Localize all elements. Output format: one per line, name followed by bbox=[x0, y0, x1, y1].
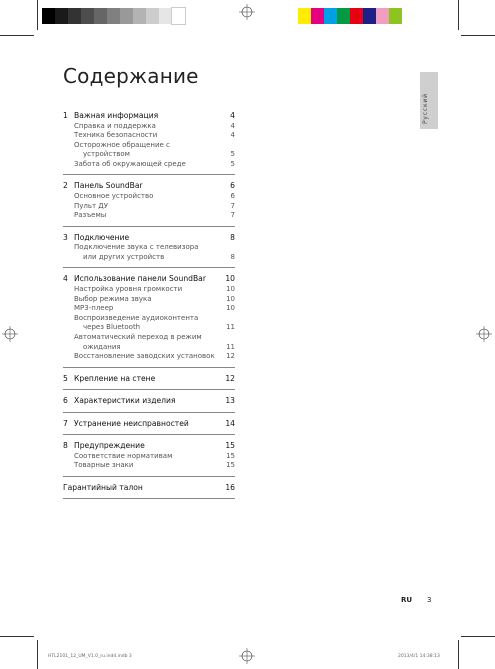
toc-page-number: 10 bbox=[226, 294, 235, 303]
color-swatch bbox=[94, 8, 107, 24]
toc-subentry-row[interactable] bbox=[63, 202, 235, 212]
toc-page-number: 10 bbox=[226, 304, 235, 313]
toc-page-number: 12 bbox=[226, 352, 235, 361]
toc-page-number: 15 bbox=[226, 461, 235, 470]
toc-entry-text: Настройка уровня громкости bbox=[74, 284, 183, 293]
registration-mark-icon bbox=[2, 326, 18, 342]
crop-mark bbox=[458, 0, 459, 30]
toc-subentry-row[interactable] bbox=[63, 131, 235, 141]
slug-file-info: HTL2101_12_UM_V1.0_ru.indd.indb 3 bbox=[48, 654, 132, 659]
toc-page-number: 16 bbox=[225, 482, 235, 492]
toc-entry-text: Использование панели SoundBar bbox=[74, 274, 206, 284]
color-swatch bbox=[337, 8, 350, 24]
toc-section-number: 3 bbox=[63, 232, 68, 242]
footer-language: RU bbox=[401, 596, 413, 604]
color-swatch bbox=[298, 8, 311, 24]
toc-page-number: 15 bbox=[225, 441, 235, 451]
toc-chapter-row[interactable] bbox=[63, 274, 235, 285]
toc-chapter-row[interactable] bbox=[63, 374, 235, 385]
toc-subentry-row[interactable] bbox=[63, 314, 235, 324]
toc-section-number: 2 bbox=[63, 181, 68, 191]
toc-page-number: 11 bbox=[226, 342, 235, 351]
toc-subentry-row[interactable] bbox=[63, 243, 235, 253]
toc-page-number: 6 bbox=[230, 181, 235, 191]
registration-mark-icon bbox=[476, 326, 492, 342]
color-swatch bbox=[68, 8, 81, 24]
toc-subentry-row[interactable] bbox=[63, 141, 235, 151]
toc-entry-text: Справка и поддержка bbox=[74, 121, 156, 130]
toc-page-number: 10 bbox=[225, 274, 235, 284]
toc-entry-text: ожидания bbox=[83, 342, 121, 351]
toc-subentry-row[interactable] bbox=[63, 192, 235, 202]
toc-subentry-row[interactable] bbox=[63, 160, 235, 170]
toc-subentry-row[interactable] bbox=[63, 452, 235, 462]
color-swatch bbox=[311, 8, 324, 24]
toc-subentry-row[interactable] bbox=[63, 285, 235, 295]
color-swatch bbox=[389, 8, 402, 24]
toc-chapter-row[interactable] bbox=[63, 111, 235, 122]
toc-entry-text: через Bluetooth bbox=[83, 323, 141, 332]
toc-subentry-row[interactable] bbox=[63, 461, 235, 471]
table-of-contents bbox=[63, 111, 235, 505]
color-swatch bbox=[350, 8, 363, 24]
toc-subentry-row[interactable] bbox=[63, 150, 235, 160]
toc-entry-text: Основное устройство bbox=[74, 191, 154, 200]
toc-page-number: 8 bbox=[230, 252, 235, 261]
toc-entry-text: Разъемы bbox=[74, 211, 107, 220]
crop-mark bbox=[0, 35, 34, 36]
toc-page-number: 13 bbox=[225, 396, 235, 406]
toc-entry-text: устройством bbox=[83, 150, 130, 159]
slug-timestamp: 2013/4/1 14:38:13 bbox=[398, 654, 440, 659]
toc-page-number: 4 bbox=[230, 111, 235, 120]
crop-mark bbox=[461, 636, 495, 637]
toc-entry-text: Товарные знаки bbox=[74, 461, 134, 470]
toc-entry-text: Подключение звука с телевизора bbox=[74, 243, 199, 252]
process-color-bar bbox=[298, 8, 402, 24]
toc-page-number: 7 bbox=[230, 211, 235, 220]
toc-page-number: 14 bbox=[225, 418, 235, 428]
color-swatch bbox=[42, 8, 55, 24]
color-swatch bbox=[107, 8, 120, 24]
language-side-tab bbox=[420, 72, 438, 129]
toc-chapter-row[interactable] bbox=[63, 396, 235, 407]
toc-section bbox=[63, 441, 235, 477]
toc-section-number: 5 bbox=[63, 373, 68, 383]
toc-page-number: 5 bbox=[230, 150, 235, 159]
color-swatch bbox=[363, 8, 376, 24]
toc-section-number: 7 bbox=[63, 418, 68, 428]
toc-entry-text: Техника безопасности bbox=[74, 131, 158, 140]
toc-section-number: 4 bbox=[63, 274, 68, 284]
color-swatch bbox=[324, 8, 337, 24]
toc-entry-text: Панель SoundBar bbox=[74, 181, 143, 191]
toc-page-number: 5 bbox=[230, 159, 235, 168]
gray-color-bar bbox=[42, 8, 185, 24]
toc-page-number: 6 bbox=[230, 191, 235, 200]
color-swatch bbox=[120, 8, 133, 24]
toc-section bbox=[63, 274, 235, 367]
color-swatch bbox=[133, 8, 146, 24]
toc-section-number: 1 bbox=[63, 111, 68, 120]
toc-subentry-row[interactable] bbox=[63, 122, 235, 132]
toc-subentry-row[interactable] bbox=[63, 323, 235, 333]
registration-mark-icon bbox=[239, 648, 255, 664]
toc-page-number: 15 bbox=[226, 451, 235, 460]
crop-mark bbox=[458, 640, 459, 669]
toc-page-number: 12 bbox=[225, 373, 235, 383]
toc-entry-text: Воспроизведение аудиоконтента bbox=[74, 313, 199, 322]
toc-entry-text: Предупреждение bbox=[74, 441, 145, 451]
toc-chapter-row[interactable] bbox=[63, 181, 235, 192]
toc-page-number: 11 bbox=[226, 323, 235, 332]
color-swatch bbox=[55, 8, 68, 24]
toc-subentry-row[interactable] bbox=[63, 295, 235, 305]
toc-chapter-row[interactable] bbox=[63, 441, 235, 452]
toc-section-number: 8 bbox=[63, 441, 68, 451]
toc-section-number: 6 bbox=[63, 396, 68, 406]
toc-subentry-row[interactable] bbox=[63, 343, 235, 353]
toc-section bbox=[63, 233, 235, 269]
toc-entry-text: Крепление на стене bbox=[74, 373, 156, 383]
crop-mark bbox=[37, 0, 38, 30]
toc-subentry-row[interactable] bbox=[63, 352, 235, 362]
toc-entry-text: Осторожное обращение с bbox=[74, 140, 170, 149]
toc-section bbox=[63, 483, 235, 500]
crop-mark bbox=[37, 640, 38, 669]
toc-entry-text: Забота об окружающей среде bbox=[74, 159, 186, 168]
toc-section bbox=[63, 374, 235, 391]
toc-entry-text: Важная информация bbox=[74, 111, 159, 120]
toc-page-number: 8 bbox=[230, 232, 235, 242]
toc-subentry-row[interactable] bbox=[63, 253, 235, 263]
toc-section bbox=[63, 419, 235, 436]
color-swatch bbox=[172, 8, 185, 24]
toc-entry-text: Автоматический переход в режим bbox=[74, 332, 202, 341]
toc-entry-text: Гарантийный талон bbox=[63, 482, 143, 492]
toc-entry-text: Характеристики изделия bbox=[74, 396, 176, 406]
color-swatch bbox=[146, 8, 159, 24]
toc-entry-text: Пульт ДУ bbox=[74, 201, 109, 210]
toc-subentry-row[interactable] bbox=[63, 333, 235, 343]
toc-page-number: 7 bbox=[230, 201, 235, 210]
crop-mark bbox=[0, 636, 34, 637]
toc-entry-text: Соответствие нормативам bbox=[74, 451, 173, 460]
toc-section bbox=[63, 181, 235, 226]
page-title: Содержание bbox=[63, 64, 199, 88]
toc-warranty-row[interactable] bbox=[63, 483, 235, 494]
toc-entry-text: Подключение bbox=[74, 232, 130, 242]
color-swatch bbox=[376, 8, 389, 24]
toc-chapter-row[interactable] bbox=[63, 419, 235, 430]
toc-entry-text: или других устройств bbox=[83, 252, 165, 261]
toc-entry-text: MP3-плеер bbox=[74, 304, 114, 313]
toc-section bbox=[63, 111, 235, 175]
registration-mark-icon bbox=[239, 4, 255, 20]
toc-chapter-row[interactable] bbox=[63, 233, 235, 244]
side-tab-label: Русский bbox=[422, 93, 429, 124]
toc-page-number: 10 bbox=[226, 284, 235, 293]
color-swatch bbox=[81, 8, 94, 24]
toc-page-number: 4 bbox=[230, 131, 235, 140]
color-swatch bbox=[159, 8, 172, 24]
crop-mark bbox=[461, 35, 495, 36]
footer-page-number: 3 bbox=[427, 596, 432, 604]
toc-subentry-row[interactable] bbox=[63, 304, 235, 314]
toc-entry-text: Выбор режима звука bbox=[74, 294, 152, 303]
toc-entry-text: Восстановление заводских установок bbox=[74, 352, 215, 361]
toc-page-number: 4 bbox=[230, 121, 235, 130]
toc-entry-text: Устранение неисправностей bbox=[74, 418, 189, 428]
toc-section bbox=[63, 396, 235, 413]
toc-subentry-row[interactable] bbox=[63, 211, 235, 221]
